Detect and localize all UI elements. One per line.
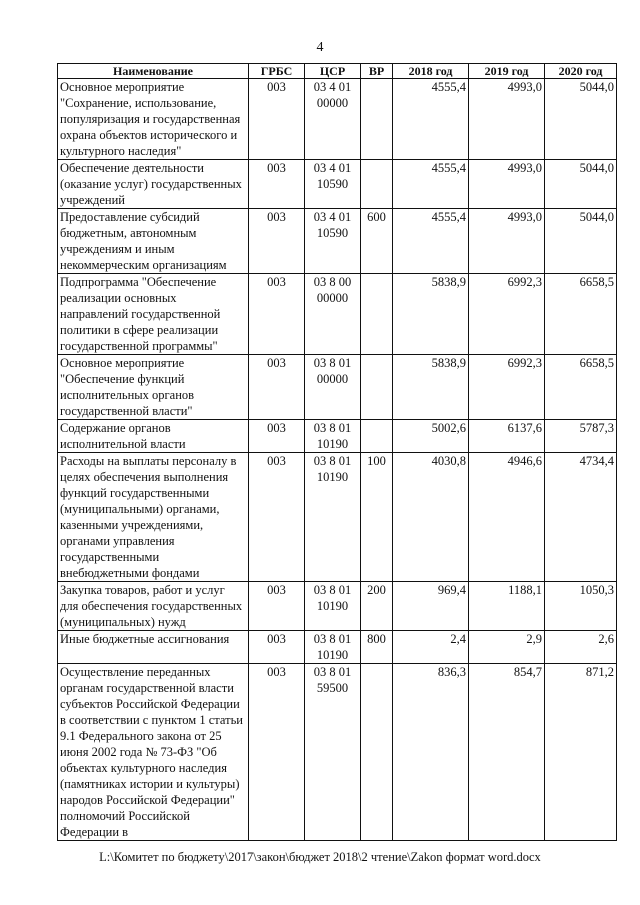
row-vr [361, 664, 393, 841]
row-2020: 6658,5 [545, 274, 617, 355]
row-csr: 03 4 01 10590 [305, 209, 361, 274]
row-2018: 5838,9 [393, 355, 469, 420]
row-vr [361, 79, 393, 160]
row-2020: 5044,0 [545, 79, 617, 160]
row-vr [361, 274, 393, 355]
row-2019: 4993,0 [469, 160, 545, 209]
row-2019: 4993,0 [469, 79, 545, 160]
row-2018: 969,4 [393, 582, 469, 631]
row-vr: 600 [361, 209, 393, 274]
table-row [58, 582, 617, 631]
row-2019: 2,9 [469, 631, 545, 664]
table-row [58, 79, 617, 160]
row-csr: 03 8 01 10190 [305, 582, 361, 631]
row-vr: 800 [361, 631, 393, 664]
file-path-footer: L:\Комитет по бюджету\2017\закон\бюджет 2018\2 чтение\Zakon формат word.docx [99, 850, 541, 864]
row-grbs: 003 [249, 355, 305, 420]
header-vr: ВР [361, 64, 393, 79]
row-2019: 1188,1 [469, 582, 545, 631]
row-2020: 2,6 [545, 631, 617, 664]
row-2019: 854,7 [469, 664, 545, 841]
row-2019: 6137,6 [469, 420, 545, 453]
row-name: Основное мероприятие "Обеспечение функций исполнительных органов государственной власти" [58, 355, 249, 420]
table-row [58, 664, 617, 841]
table-row [58, 160, 617, 209]
header-name: Наименование [58, 64, 249, 79]
row-2018: 5002,6 [393, 420, 469, 453]
row-2018: 2,4 [393, 631, 469, 664]
table-row [58, 274, 617, 355]
row-2018: 4555,4 [393, 79, 469, 160]
row-2020: 871,2 [545, 664, 617, 841]
row-grbs: 003 [249, 79, 305, 160]
table-row [58, 420, 617, 453]
row-grbs: 003 [249, 664, 305, 841]
row-name: Содержание органов исполнительной власти [58, 420, 249, 453]
header-grbs: ГРБС [249, 64, 305, 79]
row-vr [361, 160, 393, 209]
row-csr: 03 4 01 00000 [305, 79, 361, 160]
row-2020: 6658,5 [545, 355, 617, 420]
row-2019: 4993,0 [469, 209, 545, 274]
row-2020: 5044,0 [545, 160, 617, 209]
row-name: Закупка товаров, работ и услуг для обеспечения государственных (муниципальных) нужд [58, 582, 249, 631]
row-csr: 03 8 01 59500 [305, 664, 361, 841]
row-csr: 03 8 01 10190 [305, 453, 361, 582]
row-name: Обеспечение деятельности (оказание услуг) государственных учреждений [58, 160, 249, 209]
header-2020: 2020 год [545, 64, 617, 79]
page-number: 4 [316, 40, 324, 55]
table-row [58, 453, 617, 582]
header-2019: 2019 год [469, 64, 545, 79]
header-csr: ЦСР [305, 64, 361, 79]
row-grbs: 003 [249, 582, 305, 631]
row-csr: 03 4 01 10590 [305, 160, 361, 209]
row-2019: 6992,3 [469, 274, 545, 355]
row-2018: 4555,4 [393, 209, 469, 274]
row-2018: 5838,9 [393, 274, 469, 355]
row-grbs: 003 [249, 160, 305, 209]
row-2020: 1050,3 [545, 582, 617, 631]
row-grbs: 003 [249, 420, 305, 453]
row-2019: 6992,3 [469, 355, 545, 420]
table-row [58, 631, 617, 664]
row-2020: 5787,3 [545, 420, 617, 453]
table-header-row [58, 64, 617, 79]
row-vr: 100 [361, 453, 393, 582]
row-csr: 03 8 01 10190 [305, 631, 361, 664]
row-grbs: 003 [249, 453, 305, 582]
row-2020: 5044,0 [545, 209, 617, 274]
budget-table [57, 63, 617, 841]
row-name: Основное мероприятие "Сохранение, использование, популяризация и государственная охрана объектов исторического и культурного наследия" [58, 79, 249, 160]
row-name: Иные бюджетные ассигнования [58, 631, 249, 664]
table-row [58, 355, 617, 420]
row-name: Предоставление субсидий бюджетным, автономным учреждениям и иным некоммерческим организациям [58, 209, 249, 274]
row-grbs: 003 [249, 274, 305, 355]
row-vr [361, 420, 393, 453]
row-2019: 4946,6 [469, 453, 545, 582]
header-2018: 2018 год [393, 64, 469, 79]
row-csr: 03 8 01 10190 [305, 420, 361, 453]
table-row [58, 209, 617, 274]
row-name: Подпрограмма "Обеспечение реализации основных направлений государственной политики в сфере реализации государственной программы" [58, 274, 249, 355]
row-vr: 200 [361, 582, 393, 631]
row-csr: 03 8 00 00000 [305, 274, 361, 355]
row-2018: 4030,8 [393, 453, 469, 582]
row-name: Расходы на выплаты персоналу в целях обеспечения выполнения функций государственными (муниципальными) органами, казенными учреждениями, органами управления государственными внебюджетными фондами [58, 453, 249, 582]
row-name: Осуществление переданных органам государственной власти субъектов Российской Федерации в соответствии с пунктом 1 статьи 9.1 Федерального закона от 25 июня 2002 года № 73-ФЗ "Об объектах культурного наследия (памятниках истории и культуры) народов Российской Федерации" полномочий Российской Федерации в [58, 664, 249, 841]
row-vr [361, 355, 393, 420]
row-grbs: 003 [249, 209, 305, 274]
row-2020: 4734,4 [545, 453, 617, 582]
row-2018: 836,3 [393, 664, 469, 841]
row-2018: 4555,4 [393, 160, 469, 209]
row-grbs: 003 [249, 631, 305, 664]
row-csr: 03 8 01 00000 [305, 355, 361, 420]
